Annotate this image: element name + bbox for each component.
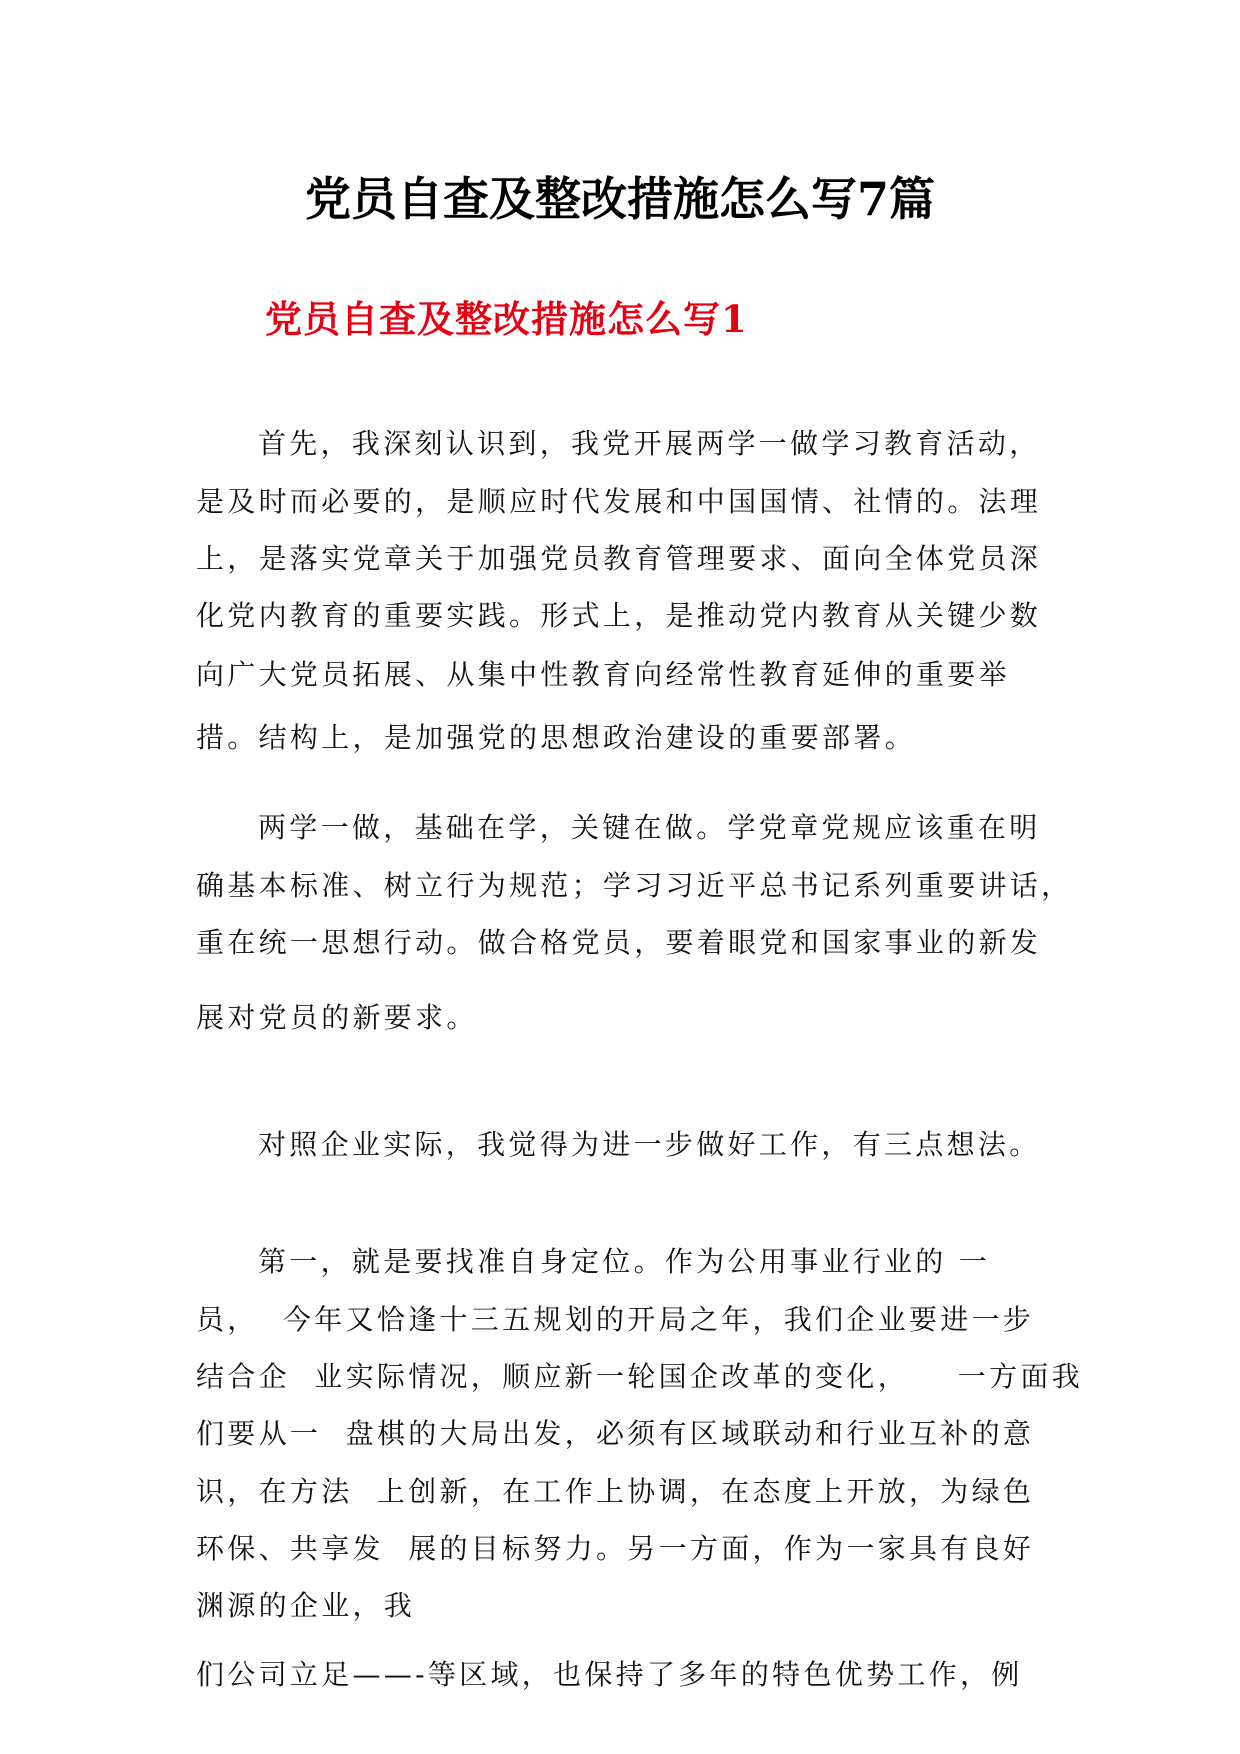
text-line: 渊源的企业，我 (196, 1589, 416, 1622)
text-line: 措。结构上，是加强党的思想政治建设的重要部署。 (196, 721, 916, 754)
text-line: 确基本标准、树立行为规范；学习习近平总书记系列重要讲话， (196, 869, 1073, 902)
text-line: 重在统一思想行动。做合格党员，要着眼党和国家事业的新发 (196, 926, 1042, 959)
text-line: 两学一做，基础在学，关键在做。学党章党规应该重在明 (258, 811, 1041, 844)
text-line: 是及时而必要的，是顺应时代发展和中国国情、社情的。法理 (196, 485, 1042, 518)
document-title: 党员自查及整改措施怎么写7篇 (304, 172, 935, 226)
text-line: 们公司立足——-等区域，也保持了多年的特色优势工作，例 (196, 1658, 1023, 1691)
text-line: 向广大党员拓展、从集中性教育向经常性教育延伸的重要举 (196, 658, 1010, 691)
text-line: 第一，就是要找准自身定位。作为公用事业行业的 一 (258, 1245, 991, 1278)
text-line: 识，在方法 上创新，在工作上协调，在态度上开放，为绿色 (196, 1475, 1035, 1508)
text-line: 结合企 业实际情况，顺应新一轮国企改革的变化， 一方面我 (196, 1360, 1084, 1393)
text-line: 员， 今年又恰逢十三五规划的开局之年，我们企业要进一步 (196, 1303, 1035, 1336)
section-heading: 党员自查及整改措施怎么写1 (265, 297, 748, 341)
text-line: 环保、共享发 展的目标努力。另一方面，作为一家具有良好 (196, 1532, 1035, 1565)
text-line: 对照企业实际，我觉得为进一步做好工作，有三点想法。 (258, 1128, 1041, 1161)
text-line: 们要从一 盘棋的大局出发，必须有区域联动和行业互补的意 (196, 1417, 1035, 1450)
text-line: 展对党员的新要求。 (196, 1001, 478, 1034)
text-line: 上，是落实党章关于加强党员教育管理要求、面向全体党员深 (196, 542, 1042, 575)
text-line: 首先，我深刻认识到，我党开展两学一做学习教育活动， (258, 427, 1041, 460)
text-line: 化党内教育的重要实践。形式上，是推动党内教育从关键少数 (196, 599, 1042, 632)
